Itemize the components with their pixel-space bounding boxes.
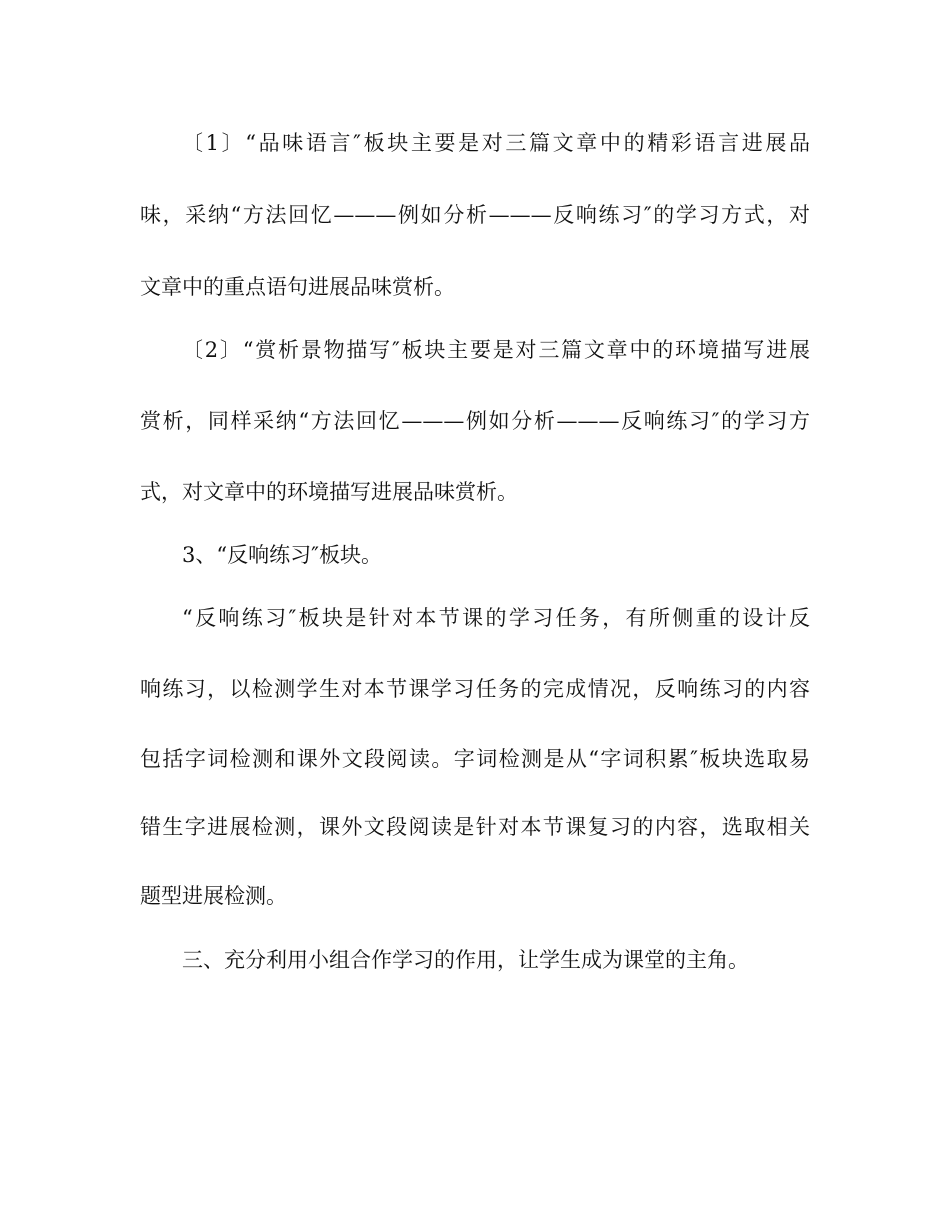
text-line-4: 〔2〕“赏析景物描写″板块主要是对三篇文章中的环境描写进展 (182, 338, 810, 362)
text-line-1: 〔1〕“品味语言″板块主要是对三篇文章中的精彩语言进展品 (182, 131, 810, 155)
text-line-3: 文章中的重点语句进展品味赏析。 (140, 275, 455, 299)
text-line-6: 式，对文章中的环境描写进展品味赏析。 (140, 480, 518, 504)
text-line-9: 响练习，以检测学生对本节课学习任务的完成情况，反响练习的内容 (140, 677, 810, 701)
text-line-12: 题型进展检测。 (140, 884, 287, 908)
text-line-5: 赏析，同样采纳“方法回忆———例如分析———反响练习″的学习方 (140, 409, 810, 433)
text-line-13: 三、充分利用小组合作学习的作用，让学生成为课堂的主角。 (182, 948, 749, 972)
text-line-10: 包括字词检测和课外文段阅读。字词检测是从“字词积累″板块选取易 (140, 747, 810, 771)
text-line-7: 3、“反响练习″板块。 (182, 543, 382, 567)
text-line-11: 错生字进展检测，课外文段阅读是针对本节课复习的内容，选取相关 (140, 815, 810, 839)
text-line-2: 味，采纳“方法回忆———例如分析———反响练习″的学习方式，对 (140, 203, 810, 227)
text-line-8: “反响练习″板块是针对本节课的学习任务，有所侧重的设计反 (182, 606, 810, 630)
